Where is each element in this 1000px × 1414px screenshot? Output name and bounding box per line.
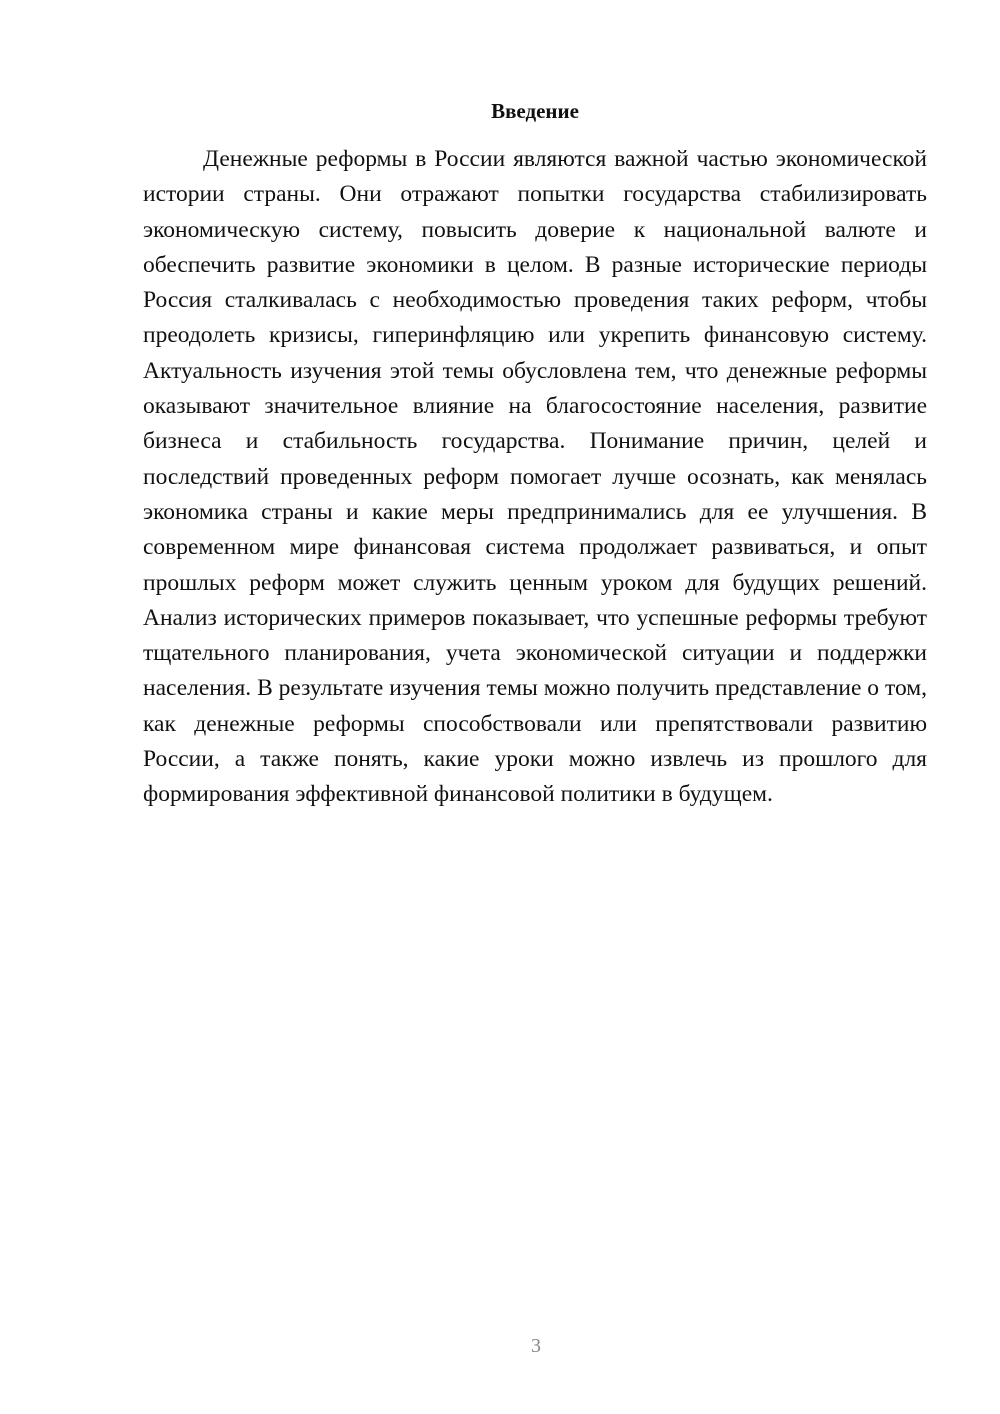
intro-paragraph: Денежные реформы в России являются важной частью экономической истории страны. Они отражают попытки государства стабилизировать экономическую систему, повысить доверие к национальной валюте и обеспечить развитие экономики в целом. В разные исторические периоды Россия сталкивалась с необходимостью проведения таких реформ, чтобы преодолеть кризисы, гиперинфляцию или укрепить финансовую систему. Актуальность изучения этой темы обусловлена тем, что денежные реформы оказывают значительное влияние на благосостояние населения, развитие бизнеса и стабильность государства. Понимание причин, целей и последствий проведенных реформ помогает лучше осознать, как менялась экономика страны и какие меры предпринимались для ее улучшения. В современном мире финансовая система продолжает развиваться, и опыт прошлых реформ может служить ценным уроком для будущих решений. Анализ исторических примеров показывает, что успешные реформы требуют тщательного планирования, учета экономической ситуации и поддержки населения. В результате изучения темы можно получить представление о том, как денежные реформы способствовали или препятствовали развитию России, а также понять, какие уроки можно извлечь из прошлого для формирования эффективной финансовой политики в будущем. <box>143 146 927 808</box>
page-number: 3 <box>531 1335 541 1357</box>
section-heading: Введение <box>491 99 579 123</box>
